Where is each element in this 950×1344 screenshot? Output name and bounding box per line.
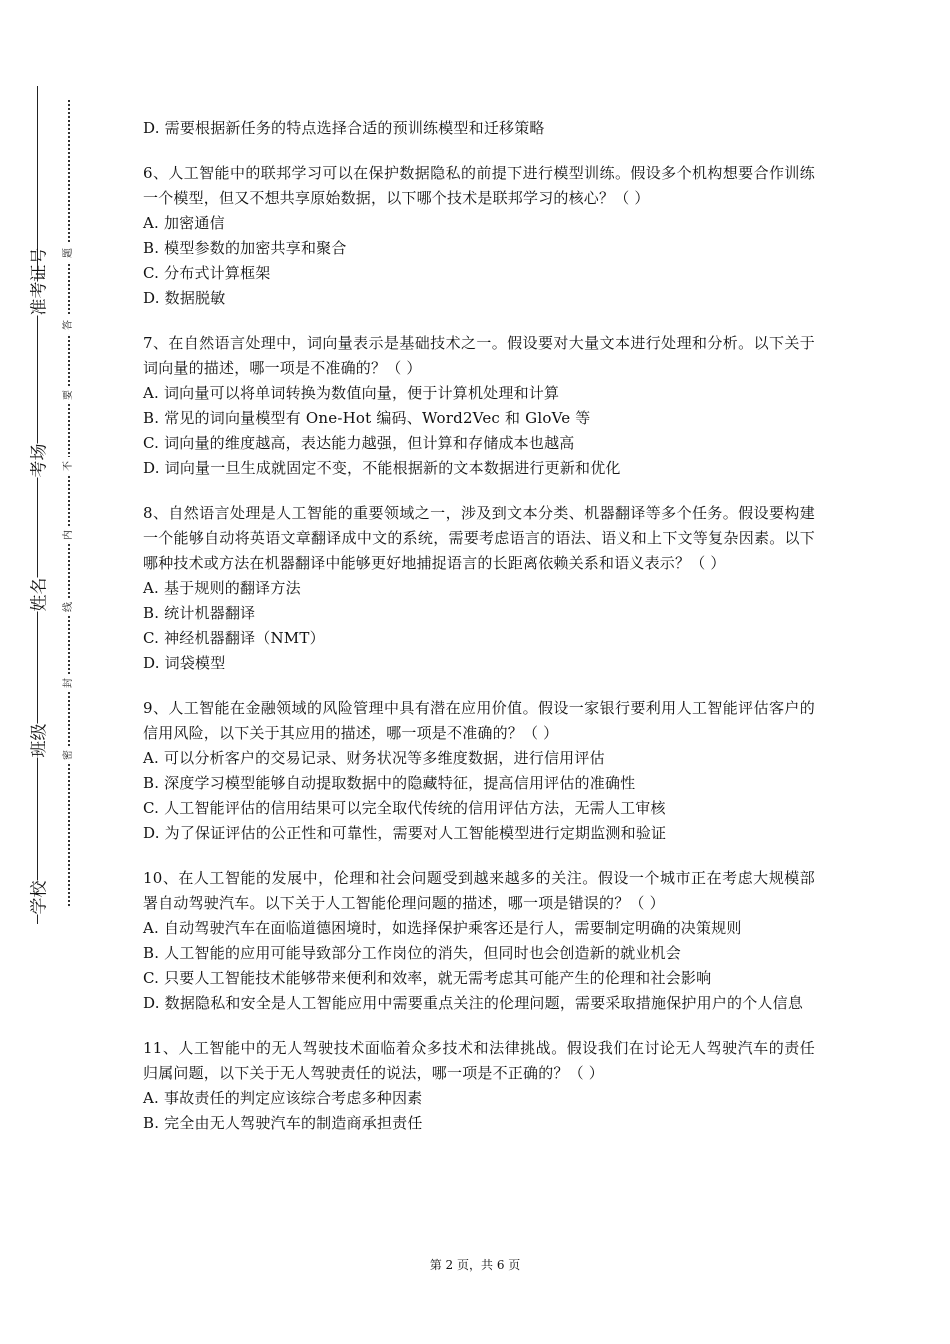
option: B. 完全由无人驾驶汽车的制造商承担责任 (143, 1114, 423, 1132)
option: A. 加密通信 (143, 214, 225, 232)
seal-char: 封 (62, 674, 76, 692)
option: B. 模型参数的加密共享和聚合 (143, 239, 347, 257)
option: C. 词向量的维度越高，表达能力越强，但计算和存储成本也越高 (143, 434, 575, 452)
question-stem: 9、人工智能在金融领域的风险管理中具有潜在应用价值。假设一家银行要利用人工智能评估客户的信用风险，以下关于其应用的描述，哪一项是不准确的？（ ） (143, 699, 815, 742)
option: B. 人工智能的应用可能导致部分工作岗位的消失，但同时也会创造新的就业机会 (143, 944, 681, 962)
seal-char: 题 (62, 244, 76, 262)
option: D. 数据脱敏 (143, 289, 226, 307)
option: D. 数据隐私和安全是人工智能应用中需要重点关注的伦理问题，需要采取措施保护用户的个人信息 (143, 994, 804, 1012)
option: B. 统计机器翻译 (143, 604, 256, 622)
option: B. 常见的词向量模型有 One-Hot 编码、Word2Vec 和 GloVe 等 (143, 409, 591, 427)
seal-dotted-line (68, 100, 70, 906)
option: A. 基于规则的翻译方法 (143, 579, 301, 597)
field-school: 学校 (25, 881, 50, 915)
question-stem: 11、人工智能中的无人驾驶技术面临着众多技术和法律挑战。假设我们在讨论无人驾驶汽车的责任归属问题，以下关于无人驾驶责任的说法，哪一项是不正确的？（ ） (143, 1039, 815, 1082)
option: B. 深度学习模型能够自动提取数据中的隐藏特征，提高信用评估的准确性 (143, 774, 636, 792)
field-admission-no: 准考证号 (25, 282, 50, 316)
option: C. 分布式计算框架 (143, 264, 271, 282)
seal-char: 内 (62, 526, 76, 544)
option: D. 为了保证评估的公正性和可靠性，需要对人工智能模型进行定期监测和验证 (143, 824, 667, 842)
option: D. 需要根据新任务的特点选择合适的预训练模型和迁移策略 (143, 119, 545, 137)
field-class: 班级 (25, 724, 50, 758)
page-number: 第 2 页，共 6 页 (429, 1258, 521, 1272)
question-stem: 10、在人工智能的发展中，伦理和社会问题受到越来越多的关注。假设一个城市正在考虑大规模部署自动驾驶汽车。以下关于人工智能伦理问题的描述，哪一项是错误的？（ ） (143, 869, 815, 912)
option: C. 神经机器翻译（NMT） (143, 629, 325, 647)
seal-char: 答 (62, 316, 76, 334)
question-stem: 7、在自然语言处理中，词向量表示是基础技术之一。假设要对大量文本进行处理和分析。以下关于词向量的描述，哪一项是不准确的？（ ） (143, 334, 815, 377)
binding-margin (0, 0, 110, 1344)
option: C. 只要人工智能技术能够带来便利和效率，就无需考虑其可能产生的伦理和社会影响 (143, 969, 712, 987)
question-stem: 6、人工智能中的联邦学习可以在保护数据隐私的前提下进行模型训练。假设多个机构想要合作训练一个模型，但又不想共享原始数据，以下哪个技术是联邦学习的核心？（ ） (143, 164, 815, 207)
field-exam-room: 考场 (25, 444, 50, 478)
option: A. 可以分析客户的交易记录、财务状况等多维度数据，进行信用评估 (143, 749, 605, 767)
option: C. 人工智能评估的信用结果可以完全取代传统的信用评估方法，无需人工审核 (143, 799, 666, 817)
seal-char: 密 (62, 746, 76, 764)
option: D. 词袋模型 (143, 654, 226, 672)
exam-content (143, 116, 815, 1136)
seal-char: 要 (62, 386, 76, 404)
binding-solid-line (37, 86, 38, 924)
option: A. 事故责任的判定应该综合考虑多种因素 (143, 1089, 423, 1107)
field-name: 姓名 (25, 578, 50, 612)
seal-char: 线 (62, 598, 76, 616)
seal-char: 不 (62, 457, 76, 475)
option: A. 自动驾驶汽车在面临道德困境时，如选择保护乘客还是行人，需要制定明确的决策规则 (143, 919, 742, 937)
option: A. 词向量可以将单词转换为数值向量，便于计算机处理和计算 (143, 384, 560, 402)
option: D. 词向量一旦生成就固定不变，不能根据新的文本数据进行更新和优化 (143, 459, 621, 477)
question-stem: 8、自然语言处理是人工智能的重要领域之一，涉及到文本分类、机器翻译等多个任务。假设要构建一个能够自动将英语文章翻译成中文的系统，需要考虑语言的语法、语义和上下文等复杂因素。以下哪种技术或方法在机器翻译中能够更好地捕捉语言的长距离依赖关系和语义表示？（ ） (143, 504, 815, 572)
